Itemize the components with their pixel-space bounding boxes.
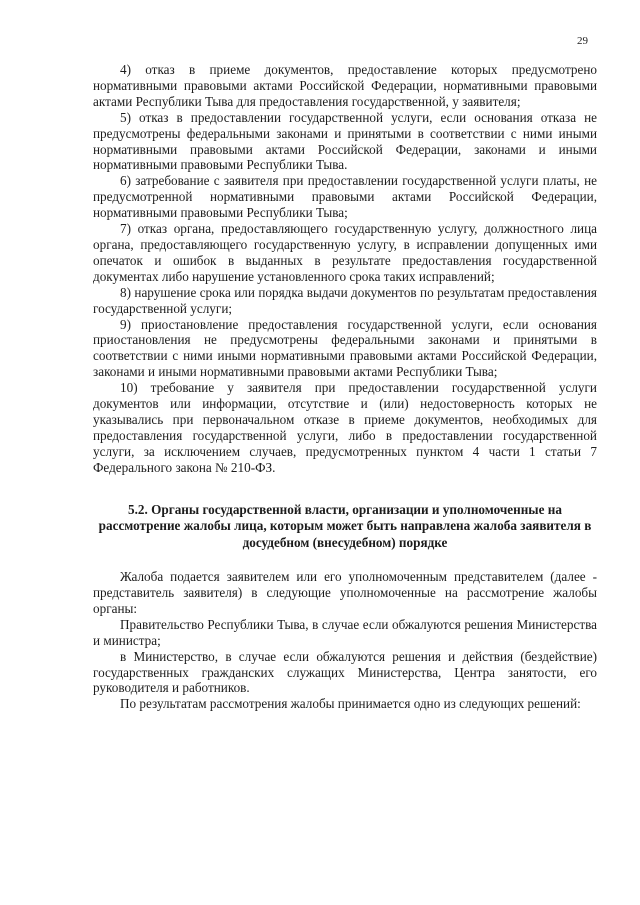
list-item: 9) приостановление предоставления государственной услуги, если основания приостановления не предусмотрены федеральными законами и принятыми в соответствии с ними иными нормативными правовыми актами Российской Федерации, законами и иными нормативными правовыми актами Республики Тыва; [93,316,597,380]
page-number: 29 [577,35,588,47]
list-item: 10) требование у заявителя при предоставлении государственной услуги документов или информации, отсутствие и (или) недостоверность которых не указывались при первоначальном отказе в приеме документов, необходимых для предоставления государственной услуги, либо в предоставлении государственной услуги, за исключением случаев, предусмотренных пунктом 4 части 1 статьи 7 Федерального закона № 210-ФЗ. [93,380,597,475]
section-paragraph: Жалоба подается заявителем или его уполномоченным представителем (далее - представитель заявителя) в следующие уполномоченные на рассмотрение жалобы органы: [93,569,597,616]
list-item: 7) отказ органа, предоставляющего государственную услугу, должностного лица органа, предоставляющего государственную услугу, в исправлении допущенных ими опечаток и ошибок в выданных в результате предоставления государственной документах либо нарушение установленного срока таких исправлений; [93,221,597,284]
list-item: 5) отказ в предоставлении государственной услуги, если основания отказа не предусмотрены федеральными законами и принятыми в соответствии с ними иными нормативными правовыми актами Российской Федерации, законами и иными нормативными правовыми Республики Тыва. [93,109,597,173]
section-heading: 5.2. Органы государственной власти, организации и уполномоченные на рассмотрение жалобы лица, которым может быть направлена жалоба заявителя в досудебном (внесудебном) порядке [98,501,592,550]
section-paragraph: Правительство Республики Тыва, в случае если обжалуются решения Министерства и министра; [93,616,597,648]
section-paragraph: в Министерство, в случае если обжалуются решения и действия (бездействие) государственных гражданских служащих Министерства, Центра занятости, его руководителя и работников. [93,648,597,696]
section-paragraph: По результатам рассмотрения жалобы принимается одно из следующих решений: [120,696,581,712]
list-item: 8) нарушение срока или порядка выдачи документов по результатам предоставления государственной услуги; [93,284,597,316]
list-item: 4) отказ в приеме документов, предоставление которых предусмотрено нормативными правовыми актами Российской Федерации, нормативными правовыми актами Республики Тыва для предоставления государственной, у заявителя; [93,62,597,109]
list-item: 6) затребование с заявителя при предоставлении государственной услуги платы, не предусмотренной нормативными правовыми актами Российской Федерации, нормативными правовыми Республики Тыва; [93,173,597,221]
document-body [93,62,597,712]
